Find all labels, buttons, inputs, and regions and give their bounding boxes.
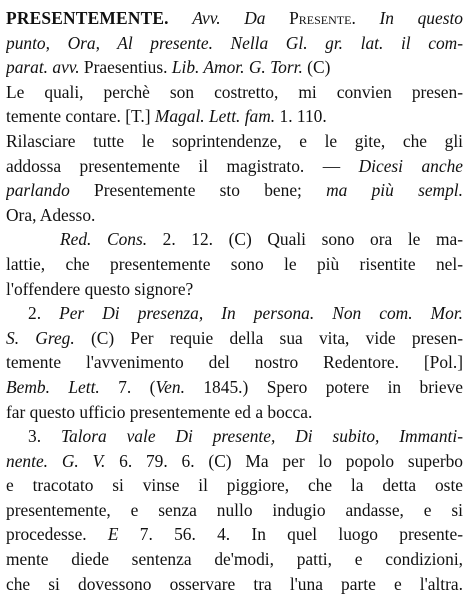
entry-line: presentemente, e senza nullo indugio andasse, e si: [6, 499, 463, 520]
entry-line: nente. G. V. 6. 79. 6. (C) Ma per lo popolo superbo: [6, 450, 463, 471]
sense-3-line: 3. Talora vale Di presente, Di subito, Immanti-: [28, 426, 463, 447]
entry-line: PRESENTEMENTE. Avv. Da Presente. In questo: [6, 8, 463, 28]
entry-line: far questo ufficio presentemente ed a bocca.: [6, 401, 313, 422]
entry-line: l'offendere questo signore?: [6, 278, 194, 299]
entry-line: Red. Cons. 2. 12. (C) Quali sono ora le ma-: [60, 229, 463, 250]
entry-line: temente l'avvenimento del nostro Redentore. [Pol.]: [6, 352, 463, 373]
entry-line: Le quali, perchè son costretto, mi convien presen-: [6, 81, 463, 102]
entry-line: Bemb. Lett. 7. (Ven. 1845.) Spero potere in brieve: [6, 376, 463, 397]
entry-line: punto, Ora, Al presente. Nella Gl. gr. lat. il com-: [6, 32, 463, 53]
entry-line: Rilasciare tutte le soprintendenze, e le gite, che gli: [6, 130, 463, 151]
entry-line: e tracotato si vinse il piggiore, che la detta oste: [6, 475, 463, 496]
headword: PRESENTEMENTE.: [6, 8, 169, 28]
entry-line: Ora, Adesso.: [6, 204, 96, 225]
entry-line: S. Greg. (C) Per requie della sua vita, vide presen-: [6, 327, 463, 348]
sense-2-line: 2. Per Di presenza, In persona. Non com. Mor.: [28, 303, 463, 324]
dictionary-entry: [6, 6, 463, 596]
entry-line: mente diede sentenza de'modi, patti, e condizioni,: [6, 549, 463, 570]
entry-line: addossa presentemente il magistrato. — Dicesi anche: [6, 155, 463, 176]
entry-line: lattie, che presentemente sono le più risentite nel-: [6, 253, 463, 274]
entry-line: procedesse. E 7. 56. 4. In quel luogo presente-: [6, 524, 463, 545]
entry-line: parlando Presentemente sto bene; ma più sempl.: [6, 180, 463, 201]
entry-line: che si dovessono osservare tra l'una parte e l'altra.: [6, 573, 463, 594]
entry-line: temente contare. [T.] Magal. Lett. fam. 1. 110.: [6, 106, 327, 127]
entry-line: parat. avv. Praesentius. Lib. Amor. G. Torr. (C): [6, 57, 331, 78]
